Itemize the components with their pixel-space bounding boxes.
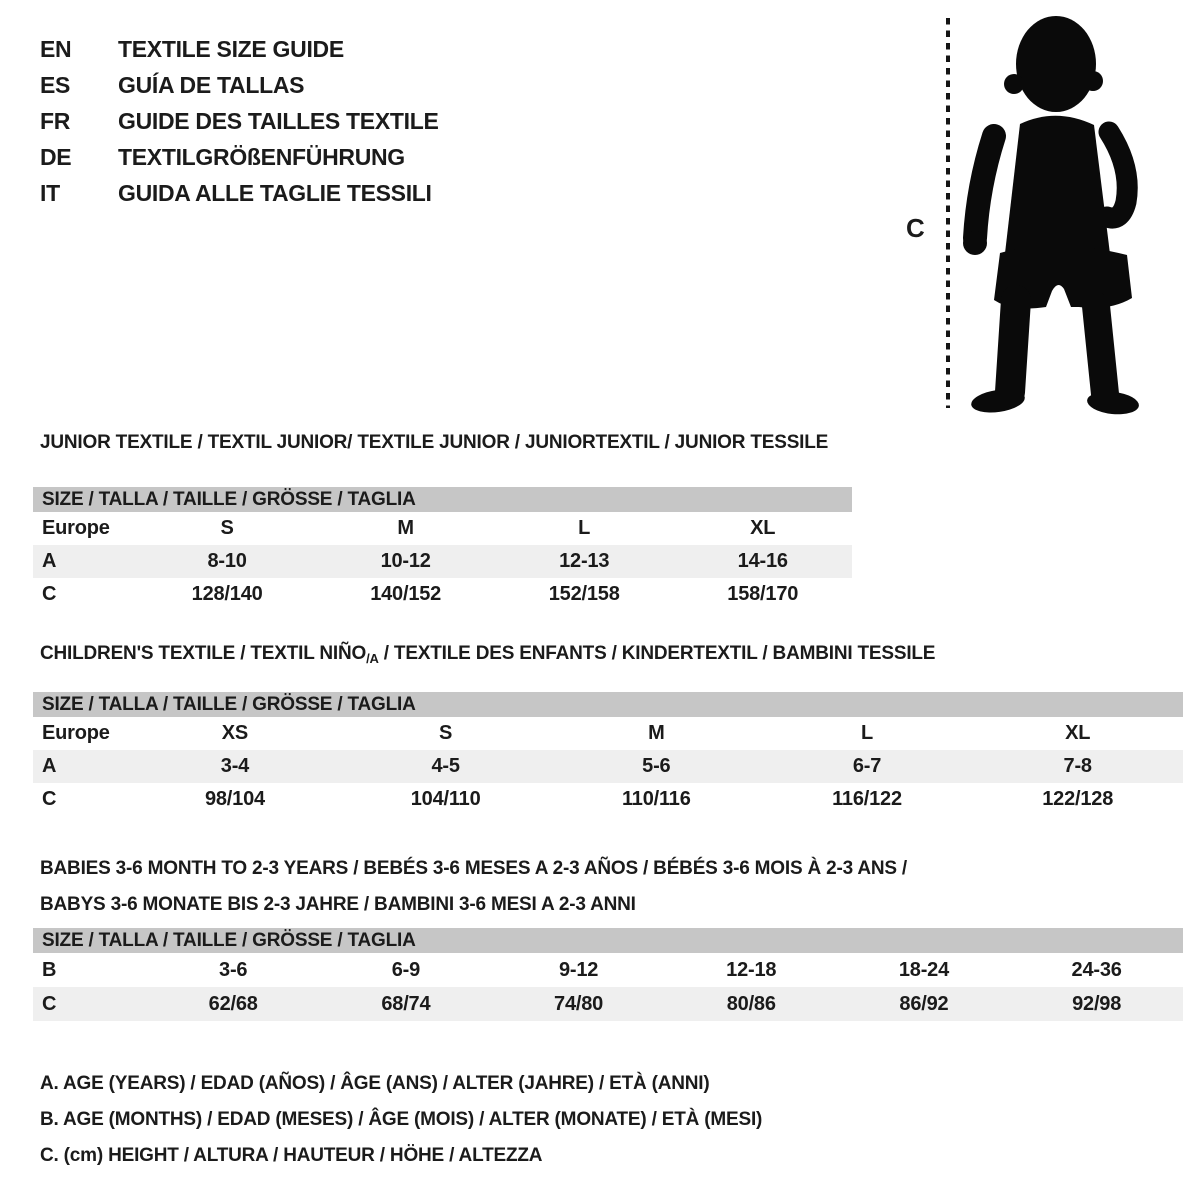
row-cells [138, 550, 852, 573]
language-code: DE [40, 143, 72, 170]
babies-section-title [40, 851, 907, 923]
language-code: EN [40, 35, 72, 62]
guide-title-it: GUIDA ALLE TAGLIE TESSILI [118, 179, 432, 206]
table-cell: 8-10 [207, 550, 247, 572]
babies-title-line2: BABYS 3-6 MONATE BIS 2-3 JAHRE / BAMBINI 3-6 MESI A 2-3 ANNI [40, 894, 636, 915]
table-row-age [33, 750, 1183, 783]
table-cell: 6-9 [391, 958, 421, 981]
table-cell: 3-6 [219, 958, 248, 981]
table-cell: 6-7 [852, 755, 882, 777]
guide-title-fr: GUIDE DES TAILLES TEXTILE [118, 107, 439, 134]
language-row [40, 67, 439, 103]
table-cell: 80/86 [726, 992, 776, 1015]
row-label: B [42, 958, 57, 981]
table-cell: L [860, 722, 874, 744]
children-title-sub: /A [366, 651, 379, 666]
row-label: A [42, 550, 57, 572]
table-cell: 12-18 [726, 958, 777, 981]
legend-height-cm: C. (cm) HEIGHT / ALTURA / HAUTEUR / HÖHE / ALTEZZA [40, 1145, 543, 1166]
table-cell: 24-36 [1071, 958, 1122, 981]
table-cell: 140/152 [370, 583, 442, 605]
table-cell: L [578, 517, 591, 539]
table-cell: 14-16 [737, 550, 788, 572]
table-cell: 3-4 [220, 755, 250, 777]
table-cell: 128/140 [191, 583, 263, 605]
table-row-europe [33, 717, 1183, 750]
table-cell: M [397, 517, 414, 539]
table-cell: 62/68 [208, 992, 258, 1015]
table-cell: 7-8 [1063, 755, 1092, 777]
table-cell: 86/92 [899, 992, 949, 1015]
language-row [40, 175, 439, 211]
size-header-bar: SIZE / TALLA / TAILLE / GRÖSSE / TAGLIA [33, 928, 1183, 953]
table-cell: 158/170 [727, 583, 799, 605]
table-cell: 9-12 [558, 958, 599, 981]
row-cells [130, 788, 1183, 811]
language-code: FR [40, 107, 71, 134]
legend-age-years: A. AGE (YEARS) / EDAD (AÑOS) / ÂGE (ANS) / ALTER (JAHRE) / ETÀ (ANNI) [40, 1073, 710, 1094]
guide-title-es: GUÍA DE TALLAS [118, 71, 305, 98]
table-cell: 110/116 [621, 788, 691, 810]
table-cell: S [220, 517, 234, 539]
table-cell: XS [221, 722, 249, 744]
table-row-height [33, 987, 1183, 1021]
row-label: Europe [42, 722, 110, 744]
row-label: A [42, 755, 57, 777]
guide-title-en: TEXTILE SIZE GUIDE [118, 35, 344, 62]
row-label: C [42, 992, 57, 1015]
row-label: C [42, 583, 57, 605]
table-cell: 5-6 [642, 755, 671, 777]
row-label: Europe [42, 517, 110, 539]
table-cell: 4-5 [431, 755, 460, 777]
table-cell: 12-13 [559, 550, 610, 572]
table-cell: 116/122 [832, 788, 902, 810]
table-row-europe [33, 512, 852, 545]
height-measure-label: C [906, 213, 925, 243]
table-row-months [33, 953, 1183, 987]
row-cells [138, 517, 852, 540]
measurement-legend [40, 1066, 762, 1174]
table-row-age [33, 545, 852, 578]
table-cell: 152/158 [548, 583, 620, 605]
language-row [40, 103, 439, 139]
guide-title-de: TEXTILGRÖßENFÜHRUNG [118, 143, 405, 170]
table-cell: 10-12 [380, 550, 431, 572]
language-title-list [40, 31, 439, 211]
table-cell: 74/80 [554, 992, 604, 1015]
children-title-post: / TEXTILE DES ENFANTS / KINDERTEXTIL / BAMBINI TESSILE [378, 643, 936, 664]
size-header-bar: SIZE / TALLA / TAILLE / GRÖSSE / TAGLIA [33, 487, 852, 512]
junior-size-table [33, 487, 852, 611]
children-size-table [33, 692, 1183, 816]
size-header-bar: SIZE / TALLA / TAILLE / GRÖSSE / TAGLIA [33, 692, 1183, 717]
table-cell: S [439, 722, 453, 744]
table-cell: 104/110 [410, 788, 481, 810]
babies-size-table [33, 928, 1183, 1021]
row-cells [147, 959, 1183, 982]
children-title-pre: CHILDREN'S TEXTILE / TEXTIL NIÑO [40, 643, 367, 664]
legend-age-months: B. AGE (MONTHS) / EDAD (MESES) / ÂGE (MOIS) / ALTER (MONATE) / ETÀ (MESI) [40, 1109, 763, 1130]
table-row-height [33, 578, 852, 611]
table-cell: 122/128 [1042, 788, 1114, 810]
row-label: C [42, 788, 57, 810]
table-cell: XL [1065, 722, 1091, 744]
table-cell: 68/74 [381, 992, 431, 1015]
table-cell: M [648, 722, 665, 744]
language-code: ES [40, 71, 71, 98]
row-cells [138, 583, 852, 606]
table-row-height [33, 783, 1183, 816]
junior-section-title: JUNIOR TEXTILE / TEXTIL JUNIOR/ TEXTILE JUNIOR / JUNIORTEXTIL / JUNIOR TESSILE [40, 432, 829, 453]
toddler-silhouette-icon [940, 10, 1152, 415]
table-cell: 18-24 [898, 958, 950, 981]
table-cell: XL [750, 517, 776, 539]
language-code: IT [40, 179, 60, 206]
children-section-title [40, 642, 935, 667]
table-cell: 92/98 [1072, 992, 1122, 1015]
language-row [40, 31, 439, 67]
row-cells [130, 755, 1183, 778]
row-cells [147, 993, 1183, 1016]
row-cells [130, 722, 1183, 745]
babies-title-line1: BABIES 3-6 MONTH TO 2-3 YEARS / BEBÉS 3-6 MESES A 2-3 AÑOS / BÉBÉS 3-6 MOIS À 2-3 ANS / [40, 858, 908, 879]
table-cell: 98/104 [204, 788, 265, 810]
language-row [40, 139, 439, 175]
